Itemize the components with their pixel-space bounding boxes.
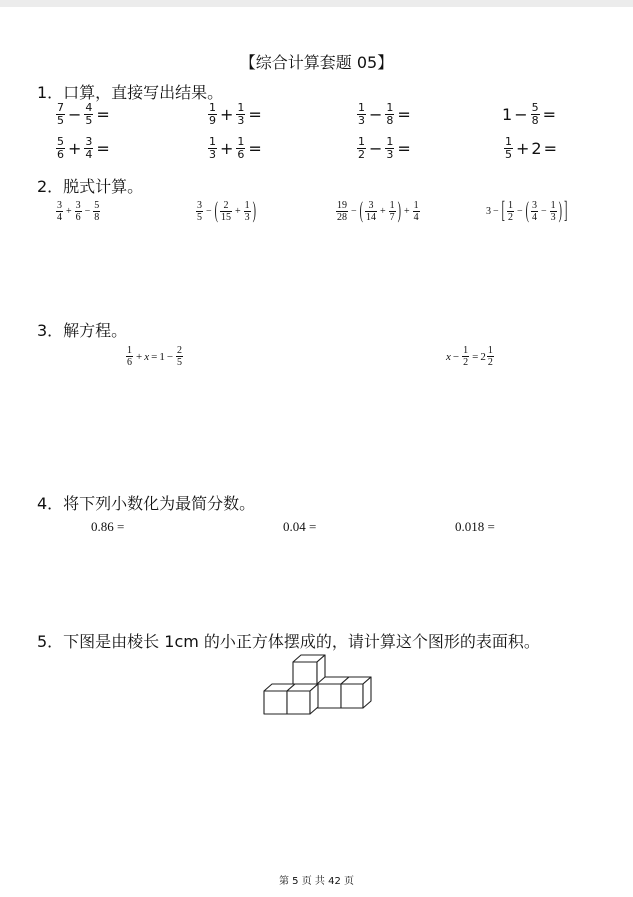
q1-item-2: $\frac{1}{9}$ + $\frac{1}{3}$ = bbox=[209, 101, 262, 128]
fraction: $\frac{1}{3}$ bbox=[550, 200, 556, 223]
q2-heading: 2．脱式计算。 bbox=[37, 177, 144, 196]
fraction: $\frac{1}{3}$ bbox=[244, 200, 250, 223]
fraction: $\frac{1}{9}$ bbox=[209, 101, 216, 128]
cube-front-face bbox=[341, 684, 363, 708]
fraction: $\frac{5}{8}$ bbox=[531, 101, 539, 128]
fraction: $\frac{5}{6}$ bbox=[57, 135, 64, 162]
fraction: $\frac{3}{5}$ bbox=[197, 200, 202, 223]
fraction: $\frac{3}{4}$ bbox=[57, 200, 62, 223]
fraction: $\frac{5}{8}$ bbox=[94, 200, 100, 223]
fraction: $\frac{1}{8}$ bbox=[386, 101, 394, 128]
fraction: $\frac{1}{3}$ bbox=[358, 101, 365, 128]
cube-front-face bbox=[317, 684, 341, 708]
fraction: $\frac{2}{5}$ bbox=[177, 345, 183, 368]
q2-expression-2: $\frac{3}{5}$ − ( $\frac{2}{15}$ + $\frac{1}{3}$ ) bbox=[197, 198, 256, 225]
fraction: $\frac{1}{2}$ bbox=[358, 135, 365, 162]
page-number: 第 5 页 共 42 页 bbox=[279, 876, 354, 887]
page-title: 【综合计算套题 05】 bbox=[239, 53, 394, 72]
fraction: $\frac{1}{7}$ bbox=[389, 200, 395, 223]
fraction: $\frac{3}{4}$ bbox=[85, 135, 93, 162]
fraction: $\frac{1}{2}$ bbox=[487, 345, 493, 368]
q4-item-2: 0.04 = bbox=[283, 519, 317, 534]
fraction: $\frac{2}{15}$ bbox=[220, 200, 231, 223]
q3-equation-1: $\frac{1}{6}$ + x = 1 − $\frac{2}{5}$ bbox=[127, 345, 183, 368]
fraction: $\frac{1}{2}$ bbox=[463, 345, 469, 368]
fraction: $\frac{4}{5}$ bbox=[85, 101, 93, 128]
cube-front-face bbox=[264, 691, 287, 714]
q1-heading: 1．口算，直接写出结果。 bbox=[37, 83, 224, 102]
q5-heading: 5．下图是由棱长 1cm 的小正方体摆成的，请计算这个图形的表面积。 bbox=[37, 632, 540, 651]
fraction: $\frac{1}{6}$ bbox=[237, 135, 245, 162]
fraction: $\frac{1}{4}$ bbox=[413, 200, 419, 223]
cube-front-face bbox=[287, 691, 310, 714]
q3-equation-2: x − $\frac{1}{2}$ = 2 $\frac{1}{2}$ bbox=[446, 345, 493, 368]
fraction: $\frac{3}{4}$ bbox=[531, 200, 537, 223]
fraction: $\frac{1}{3}$ bbox=[386, 135, 394, 162]
q1-item-8: $\frac{1}{5}$ + 2 = bbox=[505, 135, 557, 162]
fraction: $\frac{1}{3}$ bbox=[209, 135, 216, 162]
fraction: $\frac{1}{5}$ bbox=[505, 135, 512, 162]
fraction: $\frac{7}{5}$ bbox=[57, 101, 64, 128]
q1-item-7: $\frac{1}{2}$ − $\frac{1}{3}$ = bbox=[358, 135, 411, 162]
cube-front-face bbox=[293, 662, 317, 686]
q4-heading: 4．将下列小数化为最简分数。 bbox=[37, 494, 256, 513]
q3-heading: 3．解方程。 bbox=[37, 321, 128, 340]
q1-item-5: $\frac{5}{6}$ + $\frac{3}{4}$ = bbox=[57, 135, 110, 162]
fraction: $\frac{3}{6}$ bbox=[75, 200, 81, 223]
q1-item-4: 1 − $\frac{5}{8}$ = bbox=[502, 101, 556, 128]
q4-item-3: 0.018 = bbox=[455, 519, 495, 534]
q2-expression-3: $\frac{19}{28}$ − ( $\frac{3}{14}$ + $\frac{1}{7}$ ) + $\frac{1}{4}$ bbox=[337, 198, 419, 225]
fraction: $\frac{1}{3}$ bbox=[237, 101, 245, 128]
q2-expression-1: $\frac{3}{4}$ + $\frac{3}{6}$ − $\frac{5}{8}$ bbox=[57, 200, 100, 223]
fraction: $\frac{3}{14}$ bbox=[365, 200, 376, 223]
q1-item-1: $\frac{7}{5}$ − $\frac{4}{5}$ = bbox=[57, 101, 110, 128]
q4-item-1: 0.86 = bbox=[91, 519, 125, 534]
fraction: $\frac{1}{2}$ bbox=[507, 200, 513, 223]
fraction: $\frac{1}{6}$ bbox=[127, 345, 132, 368]
q2-expression-4: 3 − [ $\frac{1}{2}$ − ( $\frac{3}{4}$ − $\frac{1}{3}$ ) ] bbox=[486, 198, 568, 225]
q1-item-3: $\frac{1}{3}$ − $\frac{1}{8}$ = bbox=[358, 101, 411, 128]
fraction: $\frac{19}{28}$ bbox=[337, 200, 347, 223]
q1-item-6: $\frac{1}{3}$ + $\frac{1}{6}$ = bbox=[209, 135, 262, 162]
